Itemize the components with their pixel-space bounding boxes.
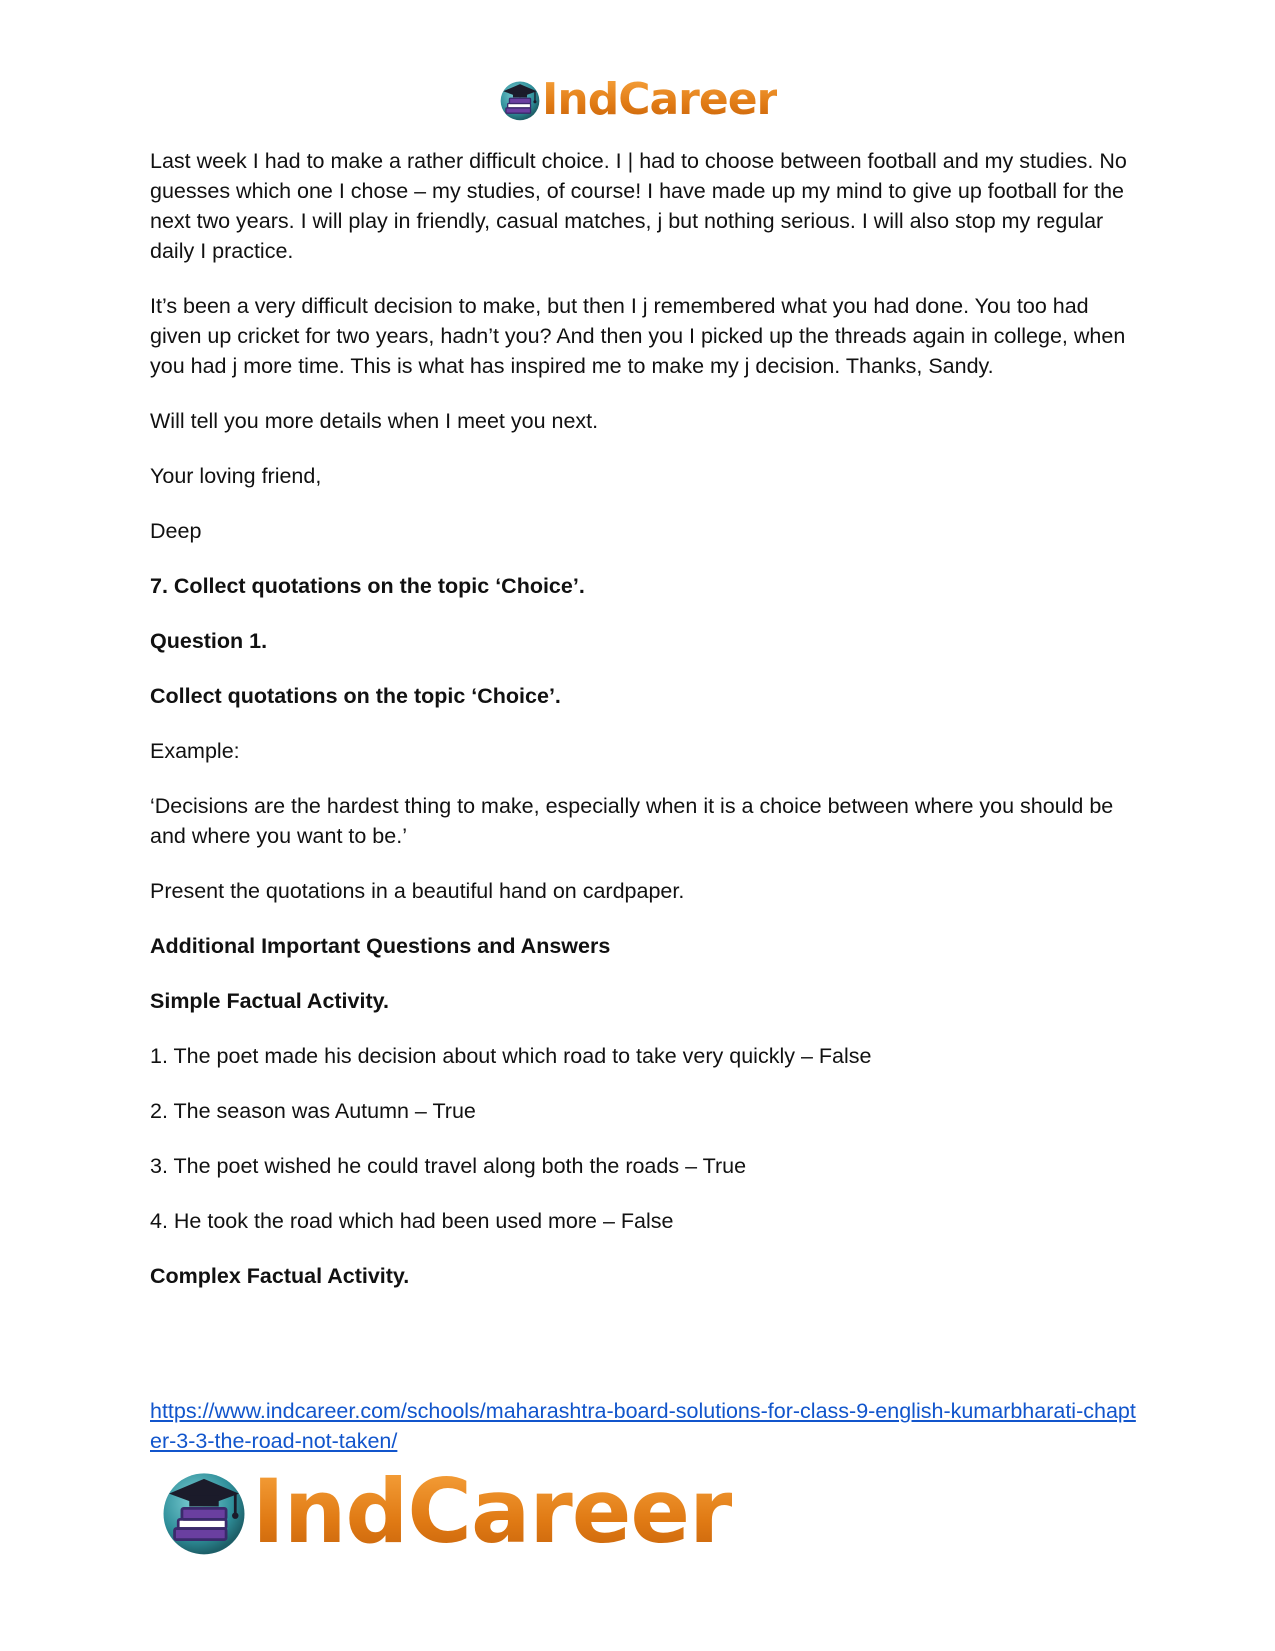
example-quotation: ‘Decisions are the hardest thing to make, especially when it is a choice between where you should be and where you want to be.’ [150, 794, 1114, 848]
letter-paragraph: Last week I had to make a rather difficult choice. I | had to choose between football and my studies. No guesses which one I chose – my studies, of course! I have made up my mind to give up football for the next two years. I will play in friendly, casual matches, j but nothing serious. I will also stop my regular daily I practice. [150, 149, 1127, 263]
header-logo [498, 74, 778, 125]
section-heading: Additional Important Questions and Answers [150, 934, 611, 958]
letter-paragraph: It’s been a very difficult decision to make, but then I j remembered what you had done. You too had given up cricket for two years, hadn’t you? And then you I picked up the threads again in college, when you had j more time. This is what has inspired me to make my j decision. Thanks, Sandy. [150, 294, 1126, 378]
activity-item: 3. The poet wished he could travel along both the roads – True [150, 1154, 747, 1178]
letter-paragraph: Will tell you more details when I meet you next. [150, 409, 599, 433]
example-label: Example: [150, 739, 240, 763]
footer-logo [158, 1460, 732, 1563]
instruction-text: Present the quotations in a beautiful hand on cardpaper. [150, 879, 685, 903]
footer-link-block [150, 1396, 1140, 1456]
logo-wordmark: IndCareer [542, 74, 778, 125]
graduation-cap-books-icon [158, 1466, 250, 1558]
activity-item: 1. The poet made his decision about which road to take very quickly – False [150, 1044, 872, 1068]
letter-closing: Your loving friend, [150, 464, 322, 488]
source-link[interactable]: https://www.indcareer.com/schools/maharashtra-board-solutions-for-class-9-english-kumarbharati-chapter-3-3-the-road-not-taken/ [150, 1399, 1136, 1453]
letter-signature: Deep [150, 519, 202, 543]
section-heading: 7. Collect quotations on the topic ‘Choice’. [150, 574, 585, 598]
logo-wordmark: IndCareer [252, 1460, 732, 1563]
activity-item: 4. He took the road which had been used more – False [150, 1209, 674, 1233]
question-text: Collect quotations on the topic ‘Choice’. [150, 684, 561, 708]
activity-item: 2. The season was Autumn – True [150, 1099, 476, 1123]
document-body [150, 146, 1140, 1316]
question-label: Question 1. [150, 629, 268, 653]
activity-heading: Complex Factual Activity. [150, 1264, 410, 1288]
graduation-cap-books-icon [498, 78, 542, 122]
activity-heading: Simple Factual Activity. [150, 989, 389, 1013]
